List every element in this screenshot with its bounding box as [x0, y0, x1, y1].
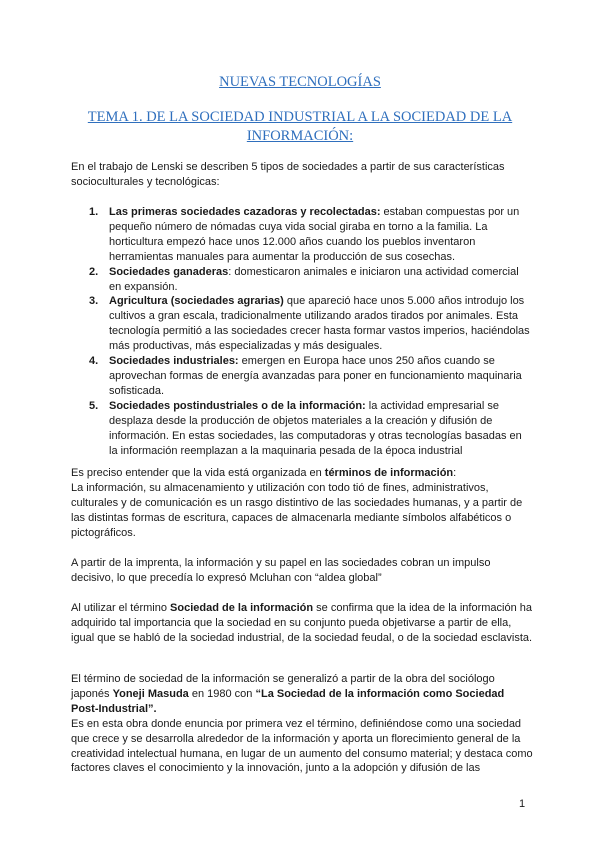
topic-heading: TEMA 1. DE LA SOCIEDAD INDUSTRIAL A LA SOCIEDAD DE LA INFORMACIÓN: [87, 109, 513, 144]
list-item [71, 354, 533, 399]
list-number: 4. [89, 355, 99, 368]
text-span: Al utilizar el término [71, 602, 171, 614]
list-term: Sociedades postindustriales o de la información: [109, 399, 366, 412]
list-term: Las primeras sociedades cazadoras y recolectadas: [109, 206, 381, 218]
page-number: 1 [519, 798, 526, 810]
information-paragraph [71, 466, 533, 541]
text-span: Es preciso entender que la vida está organizada en [71, 467, 325, 479]
intro-paragraph: En el trabajo de Lenski se describen 5 tipos de sociedades a partir de sus características socioculturales y tecnológicas: [71, 161, 505, 188]
list-item [71, 399, 533, 459]
list-number: 5. [89, 399, 99, 412]
text-span: : [453, 467, 457, 479]
text-span: El término de sociedad de la información se generalizó a partir de la obra del sociólogo japonés [71, 673, 495, 700]
list-item [71, 294, 533, 354]
list-text: la actividad empresarial se desplaza desde la producción de objetos materiales a la creación y difusión de información. En estas sociedades, las computadoras y otras tecnologías basadas en la información reemplazan a la maquinaria pesada de la época industrial [109, 399, 522, 457]
list-number: 1. [89, 206, 99, 218]
text-span: La información, su almacenamiento y utilización con todo tió de fines, administrativos, culturales y de comunicación es un rasgo distintivo de las sociedades humanas, y a partir de las distintas formas de escritura, capaces de almacenarla mediante símbolos alfabéticos o pictográficos. [71, 481, 523, 539]
society-term-paragraph [71, 601, 533, 646]
bold-term: términos de información [324, 467, 454, 479]
list-term: Sociedades ganaderas [109, 265, 229, 278]
list-text: : domesticaron animales e iniciaron una actividad comercial en expansión. [109, 265, 519, 293]
list-text: que apareció hace unos 5.000 años introdujo los cultivos a gran escala, tradicionalmente utilizando arados tirados por animales. Esta tecnología permitió a las sociedades crecer hasta formar vastos imperios, haciéndolas más productivas, más especializadas y más desiguales. [109, 295, 530, 353]
list-term: Sociedades industriales: [109, 355, 239, 368]
list-number: 2. [89, 265, 99, 278]
list-number: 3. [89, 295, 99, 308]
author-name: Yoneji Masuda [112, 687, 189, 700]
list-term: Agricultura (sociedades agrarias) [109, 295, 284, 308]
text-span: en 1980 con [188, 687, 256, 700]
masuda-paragraph [71, 672, 533, 776]
list-text: estaban compuestas por un pequeño número de nómadas cuya vida social giraba en torno a la familia. La horticultura empezó hace unos 12.000 años cuando los pueblos inventaron herramientas manuales para aumentar la producción de sus cosechas. [109, 206, 520, 263]
text-span: Es en esta obra donde enuncia por primera vez el término, definiéndose como una sociedad que crece y se desarrolla alrededor de la información y aporta un florecimiento general de la creatividad intelectual humana, en lugar de un aumento del consumo material; y destaca como factores claves el conocimiento y la innovación, junto a la adopción y difusión de las [71, 717, 533, 775]
society-types-list [71, 205, 533, 458]
list-item [71, 265, 533, 295]
list-item [71, 205, 533, 265]
list-text: emergen en Europa hace unos 250 años cuando se aprovechan formas de energía avanzadas para poner en funcionamiento maquinaria sofisticada. [109, 355, 522, 397]
text-span: se confirma que la idea de la información ha adquirido tal importancia que la sociedad en su conjunto pueda objetivarse a partir de ella, igual que se habló de la sociedad industrial, de la sociedad feudal, o de la sociedad esclavista. [71, 602, 533, 644]
book-title: “La Sociedad de la información como Sociedad Post-Industrial”. [71, 687, 505, 715]
document-title: NUEVAS TECNOLOGÍAS [219, 74, 381, 90]
bold-term: Sociedad de la información [170, 602, 314, 614]
printing-paragraph: A partir de la imprenta, la información y su papel en las sociedades cobran un impulso decisivo, lo que precedía lo expresó Mcluhan con “aldea global” [71, 557, 491, 584]
